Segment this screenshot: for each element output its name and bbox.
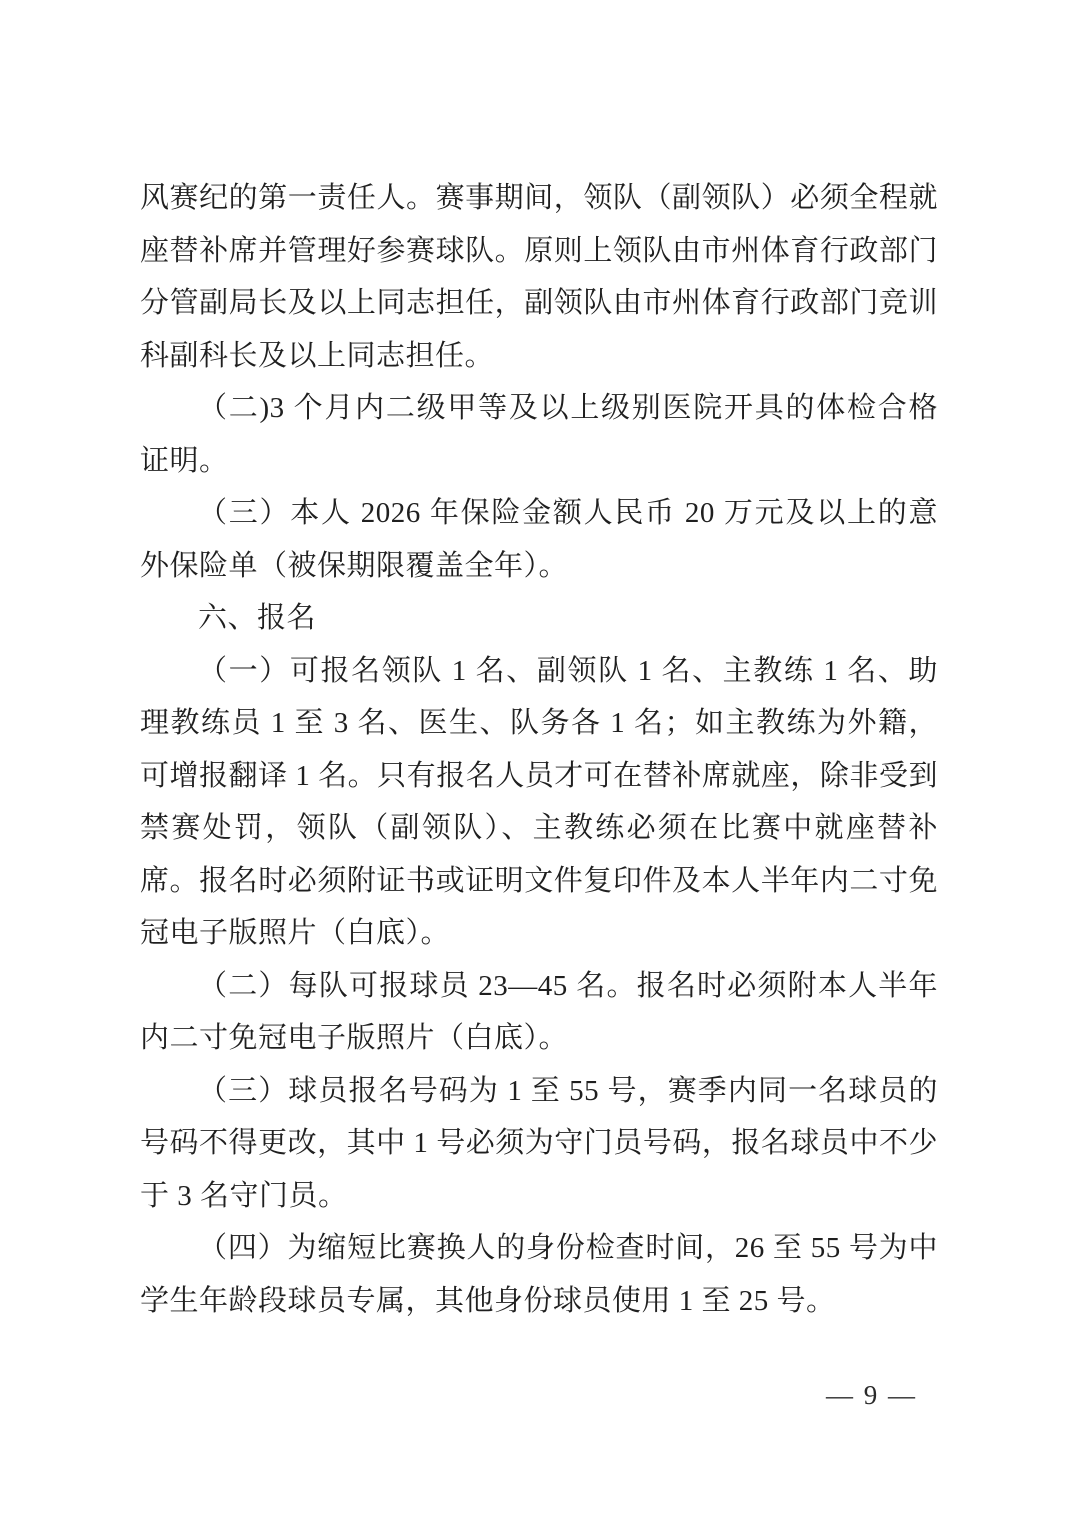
paragraph-registration-item-2-players: （二）每队可报球员 23—45 名。报名时必须附本人半年内二寸免冠电子版照片（白底）。 xyxy=(140,969,938,1054)
page-footer xyxy=(826,1378,917,1412)
document-body xyxy=(140,172,938,1327)
paragraph-registration-item-1-staff: （一）可报名领队 1 名、副领队 1 名、主教练 1 名、助理教练员 1 至 3 名、医生、队务各 1 名；如主教练为外籍，可增报翻译 1 名。只有报名人员才可在替补席就座，除非受到禁赛处罚，领队（副领队）、主教练必须在比赛中就座替补席。报名时必须附证书或证明文件复印件及本人半年内二寸免冠电子版照片（白底）。 xyxy=(140,654,938,949)
paragraph-registration-item-4-number-ranges: （四）为缩短比赛换人的身份检查时间，26 至 55 号为中学生年龄段球员专属，其他身份球员使用 1 至 25 号。 xyxy=(140,1232,938,1317)
page-number: — 9 — xyxy=(826,1380,917,1410)
paragraph-item-3-insurance: （三）本人 2026 年保险金额人民币 20 万元及以上的意外保险单（被保期限覆盖全年）。 xyxy=(140,497,938,582)
section-heading-registration: 六、报名 xyxy=(198,602,317,634)
paragraph-item-2-medical-certificate: （二)3 个月内二级甲等及以上级别医院开具的体检合格证明。 xyxy=(140,392,938,477)
paragraph-registration-item-3-numbers: （三）球员报名号码为 1 至 55 号，赛季内同一名球员的号码不得更改，其中 1 号必须为守门员号码，报名球员中不少于 3 名守门员。 xyxy=(140,1074,938,1212)
paragraph-lead-continuation: 风赛纪的第一责任人。赛事期间，领队（副领队）必须全程就座替补席并管理好参赛球队。原则上领队由市州体育行政部门分管副局长及以上同志担任，副领队由市州体育行政部门竞训科副科长及以上同志担任。 xyxy=(140,182,938,372)
